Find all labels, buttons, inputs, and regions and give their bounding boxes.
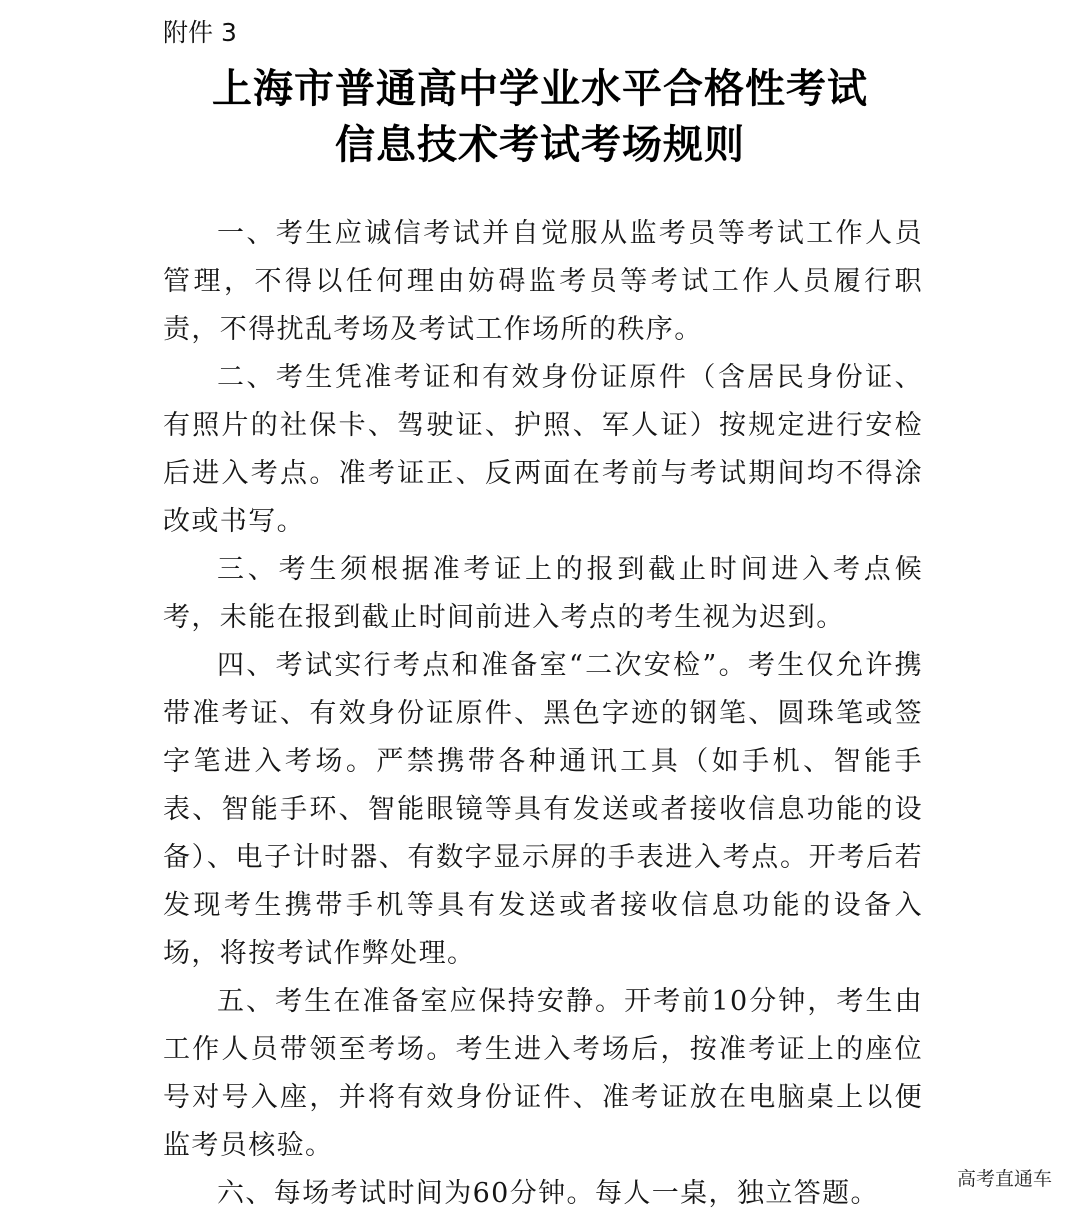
document-title-line-1: 上海市普通高中学业水平合格性考试 (212, 66, 868, 112)
rule-paragraph-1: 一、考生应诚信考试并自觉服从监考员等考试工作人员管理，不得以任何理由妨碍监考员等考试工作人员履行职责，不得扰乱考场及考试工作场所的秩序。 (163, 218, 923, 345)
source-watermark: 高考直通车 (956, 1168, 1052, 1190)
attachment-label: 附件 3 (163, 18, 237, 47)
rule-paragraph-5: 五、考生在准备室应保持安静。开考前10分钟，考生由工作人员带领至考场。考生进入考场后，按准考证上的座位号对号入座，并将有效身份证件、准考证放在电脑桌上以便监考员核验。 (163, 986, 923, 1161)
rule-paragraph-2: 二、考生凭准考证和有效身份证原件（含居民身份证、有照片的社保卡、驾驶证、护照、军人证）按规定进行安检后进入考点。准考证正、反两面在考前与考试期间均不得涂改或书写。 (163, 362, 923, 537)
rule-paragraph-3: 三、考生须根据准考证上的报到截止时间进入考点候考，未能在报到截止时间前进入考点的考生视为迟到。 (163, 554, 923, 633)
document-title-line-2: 信息技术考试考场规则 (335, 122, 745, 168)
rule-paragraph-6: 六、每场考试时间为60分钟。每人一桌，独立答题。 (217, 1178, 879, 1209)
rules-body (163, 210, 923, 1218)
rule-paragraph-4: 四、考试实行考点和准备室“二次安检”。考生仅允许携带准考证、有效身份证原件、黑色字迹的钢笔、圆珠笔或签字笔进入考场。严禁携带各种通讯工具（如手机、智能手表、智能手环、智能眼镜等具有发送或者接收信息功能的设备）、电子计时器、有数字显示屏的手表进入考点。开考后若发现考生携带手机等具有发送或者接收信息功能的设备入场，将按考试作弊处理。 (163, 650, 923, 969)
